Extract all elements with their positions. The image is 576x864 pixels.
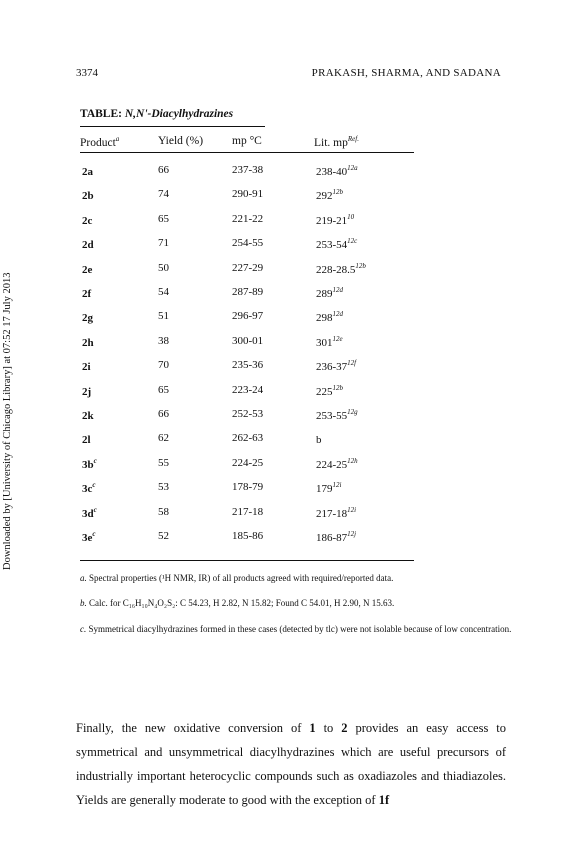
cell-yield: 58 [158,505,169,518]
cell-lit-mp: $289^{12d}$ [316,286,343,300]
cell-lit-mp: $225^{12b}$ [316,383,343,398]
cell-product: 2h [82,336,94,349]
cell-mp: 287-89 [232,286,264,298]
cell-yield: 62 [158,432,169,445]
table-row [0,164,576,178]
cell-mp: 227-29 [232,261,264,274]
cell-lit-mp: $217-18^{12i}$ [316,505,357,520]
cell-mp: 254-55 [232,237,264,250]
cell-mp: 224-25 [232,456,264,469]
table-row [0,262,576,276]
cell-product: 2f [82,288,92,300]
cell-mp: 185-86 [232,530,264,542]
cell-lit-mp: $179^{12i}$ [316,481,342,496]
cell-lit-mp: $253-55^{12g}$ [316,408,358,422]
cell-yield: 66 [158,408,169,420]
cell-product: 2c [82,214,93,227]
cell-product: 2d [82,239,94,252]
cell-yield: 50 [158,261,169,274]
table-caption-title: N,N'-Diacylhydrazines [124,108,234,120]
cell-mp: 178-79 [232,481,264,494]
cell-product: 2e [82,263,93,276]
cell-product: $3e^c$ [82,530,96,544]
footnote-c: c. Symmetrical diacylhydrazines formed in these cases (detected by tlc) were not isolable because of low concentration. [80,624,512,634]
header-product: Product$^a$ [80,135,120,149]
cell-mp: 252-53 [232,408,264,420]
cell-yield: 65 [158,212,169,225]
table-row [0,310,576,324]
cell-yield: 53 [158,481,169,494]
table-caption [80,108,233,120]
cell-product: $3d^c$ [82,505,97,520]
body-paragraph: Finally, the new oxidative conversion of 1 to 2 provides an easy access to symmetrical and unsymmetrical diacylhydrazines which are useful precursors of industrially important heterocyclic compounds such as oxadiazoles and thiadiazoles. Yields are generally moderate to good with the exception of 1f [76,721,506,807]
cell-lit-mp: $298^{12d}$ [316,310,343,325]
cell-lit-mp: $301^{12e}$ [316,334,343,349]
cell-mp: 223-24 [232,383,264,396]
cell-yield: 54 [158,286,169,298]
cell-mp: 300-01 [232,334,264,347]
cell-mp: 235-36 [232,359,264,372]
table-row [0,506,576,520]
cell-product: 2l [82,434,91,447]
footnote-b: b. Calc. for C₁₆H₁₀N₄O₂S₂: C 54.23, H 2.82, N 15.82; Found C 54.01, H 2.90, N 15.63. [80,598,395,608]
cell-mp: 237-38 [232,164,264,176]
cell-yield: 65 [158,383,169,396]
table-row [0,213,576,227]
cell-mp: 221-22 [232,212,264,225]
cell-yield: 74 [158,188,169,201]
table-row [0,286,576,300]
cell-mp: 217-18 [232,505,264,518]
table-row [0,237,576,251]
cell-yield: 71 [158,237,169,250]
cell-mp: 296-97 [232,310,264,323]
table-row [0,432,576,446]
table-row [0,530,576,544]
footnote-a: a. Spectral properties (¹H NMR, IR) of all products agreed with required/reported data. [80,573,394,583]
cell-yield: 66 [158,164,169,176]
cell-product: 2a [82,166,93,178]
cell-product: 2b [82,190,94,203]
cell-product: 2k [82,410,94,422]
table-row [0,481,576,495]
download-watermark: Downloaded by [University of Chicago Library] at 07:52 17 July 2013 [2,272,13,570]
header-yield: Yield (%) [158,135,204,147]
table-row [0,457,576,471]
cell-yield: 38 [158,334,169,347]
cell-mp: 262-63 [232,432,264,445]
cell-product: $3b^c$ [82,456,97,471]
header-mp: mp °C [232,135,262,147]
cell-lit-mp: $224-25^{12h}$ [316,456,358,471]
header-lit-mp: Lit. $mp^{Ref.}$ [314,135,359,149]
cell-lit-mp: $186-87^{12j}$ [316,530,357,544]
cell-mp: 290-91 [232,188,264,201]
page-number: 3374 [76,67,98,79]
caption-underline [80,126,265,127]
cell-product: 2i [82,361,91,374]
cell-lit-mp: $228-28.5^{12b}$ [316,261,366,276]
table-row [0,335,576,349]
cell-lit-mp: $292^{12b}$ [316,188,343,203]
table-row [0,359,576,373]
cell-product: 2g [82,312,93,325]
cell-yield: 51 [158,310,169,323]
cell-lit-mp: $253-54^{12c}$ [316,237,358,252]
cell-lit-mp: $219-21^{10}$ [316,212,355,227]
cell-yield: 70 [158,359,169,372]
header-rule [80,152,414,153]
table-row [0,384,576,398]
table-row [0,188,576,202]
cell-yield: 52 [158,530,169,542]
cell-lit-mp: b [316,434,322,447]
running-head: PRAKASH, SHARMA, AND SADANA [311,67,501,79]
table-row [0,408,576,422]
cell-product: 2j [82,385,92,398]
cell-yield: 55 [158,456,169,469]
table-caption-prefix: TABLE: [80,108,122,120]
cell-lit-mp: $238-40^{12a}$ [316,164,358,178]
cell-lit-mp: $236-37^{12f}$ [316,359,357,374]
cell-product: $3c^c$ [82,481,96,496]
table-bottom-rule [80,560,414,561]
